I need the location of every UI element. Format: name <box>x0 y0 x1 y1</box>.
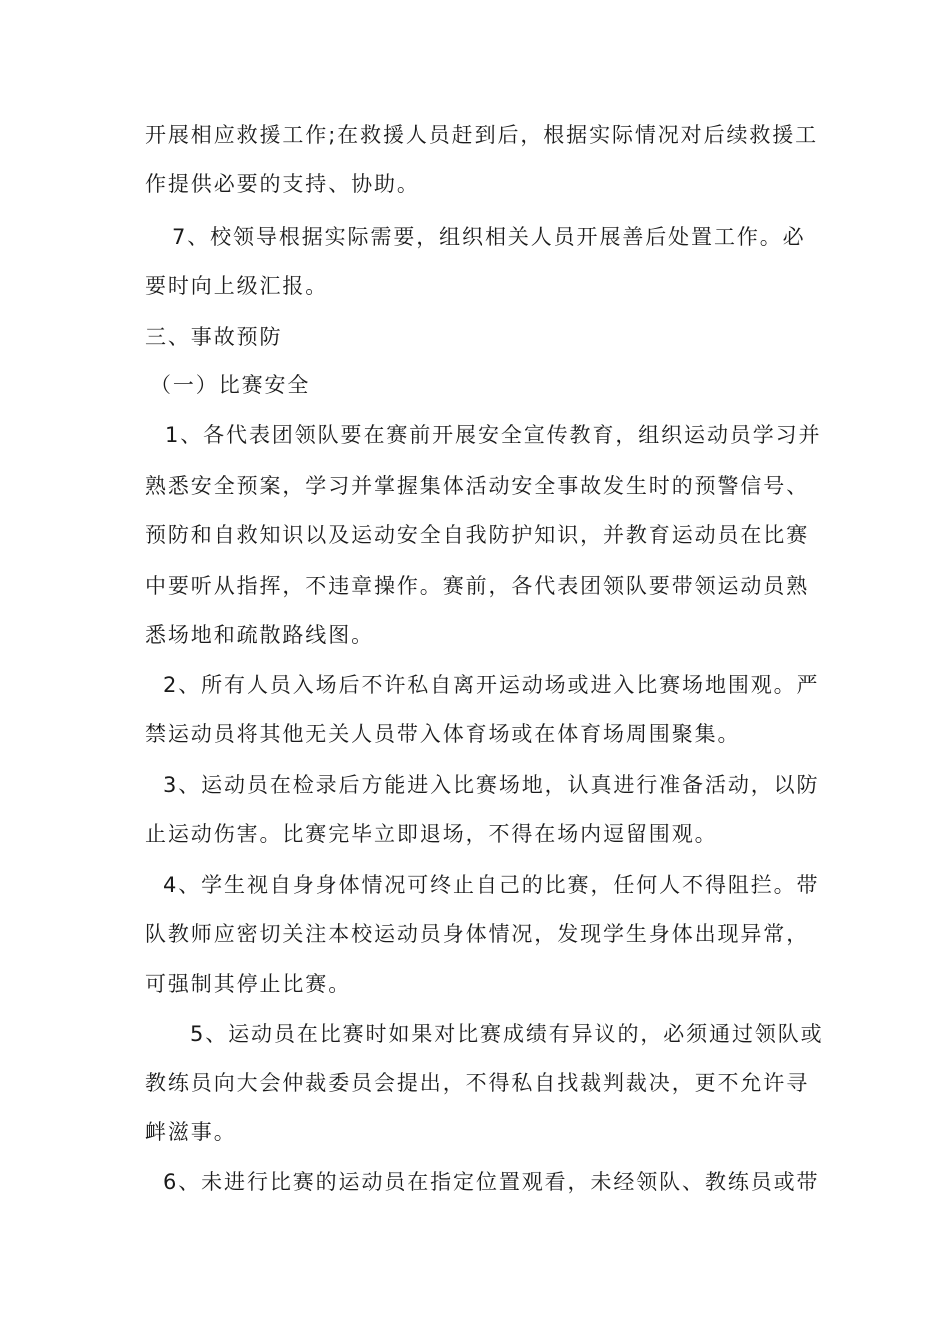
text-line: 衅滋事。 <box>145 1120 237 1144</box>
text-line: 教练员向大会仲裁委员会提出，不得私自找裁判裁决，更不允许寻 <box>145 1071 810 1095</box>
text-line: 悉场地和疏散路线图。 <box>145 623 374 647</box>
text-line: 熟悉安全预案，学习并掌握集体活动安全事故发生时的预警信号、 <box>145 474 810 498</box>
text-line: 预防和自救知识以及运动安全自我防护知识，并教育运动员在比赛 <box>145 523 810 547</box>
text-line: 禁运动员将其他无关人员带入体育场或在体育场周围聚集。 <box>145 722 741 746</box>
section-heading: 三、事故预防 <box>145 325 283 349</box>
item-5-start: 5、运动员在比赛时如果对比赛成绩有异议的，必须通过领队或 <box>190 1022 824 1046</box>
text-line: 中要听从指挥，不违章操作。赛前，各代表团领队要带领运动员熟 <box>145 574 810 598</box>
text-line: 队教师应密切关注本校运动员身体情况，发现学生身体出现异常， <box>145 922 810 946</box>
item-6-start: 6、未进行比赛的运动员在指定位置观看，未经领队、教练员或带 <box>163 1170 820 1194</box>
text-line: 可强制其停止比赛。 <box>145 972 352 996</box>
item-1-start: 1、各代表团领队要在赛前开展安全宣传教育，组织运动员学习并 <box>165 423 822 447</box>
item-2-start: 2、所有人员入场后不许私自离开运动场或进入比赛场地围观。严 <box>163 673 820 697</box>
paragraph-7-start: 7、校领导根据实际需要，组织相关人员开展善后处置工作。必 <box>172 225 806 249</box>
text-line: 要时向上级汇报。 <box>145 274 329 298</box>
item-4-start: 4、学生视自身身体情况可终止自己的比赛，任何人不得阻拦。带 <box>163 873 820 897</box>
text-line: 开展相应救援工作;在救援人员赶到后，根据实际情况对后续救援工 <box>145 123 819 147</box>
text-line: 作提供必要的支持、协助。 <box>145 172 420 196</box>
item-3-start: 3、运动员在检录后方能进入比赛场地，认真进行准备活动，以防 <box>163 773 820 797</box>
text-line: 止运动伤害。比赛完毕立即退场，不得在场内逗留围观。 <box>145 822 718 846</box>
subsection-heading: （一）比赛安全 <box>150 373 311 397</box>
